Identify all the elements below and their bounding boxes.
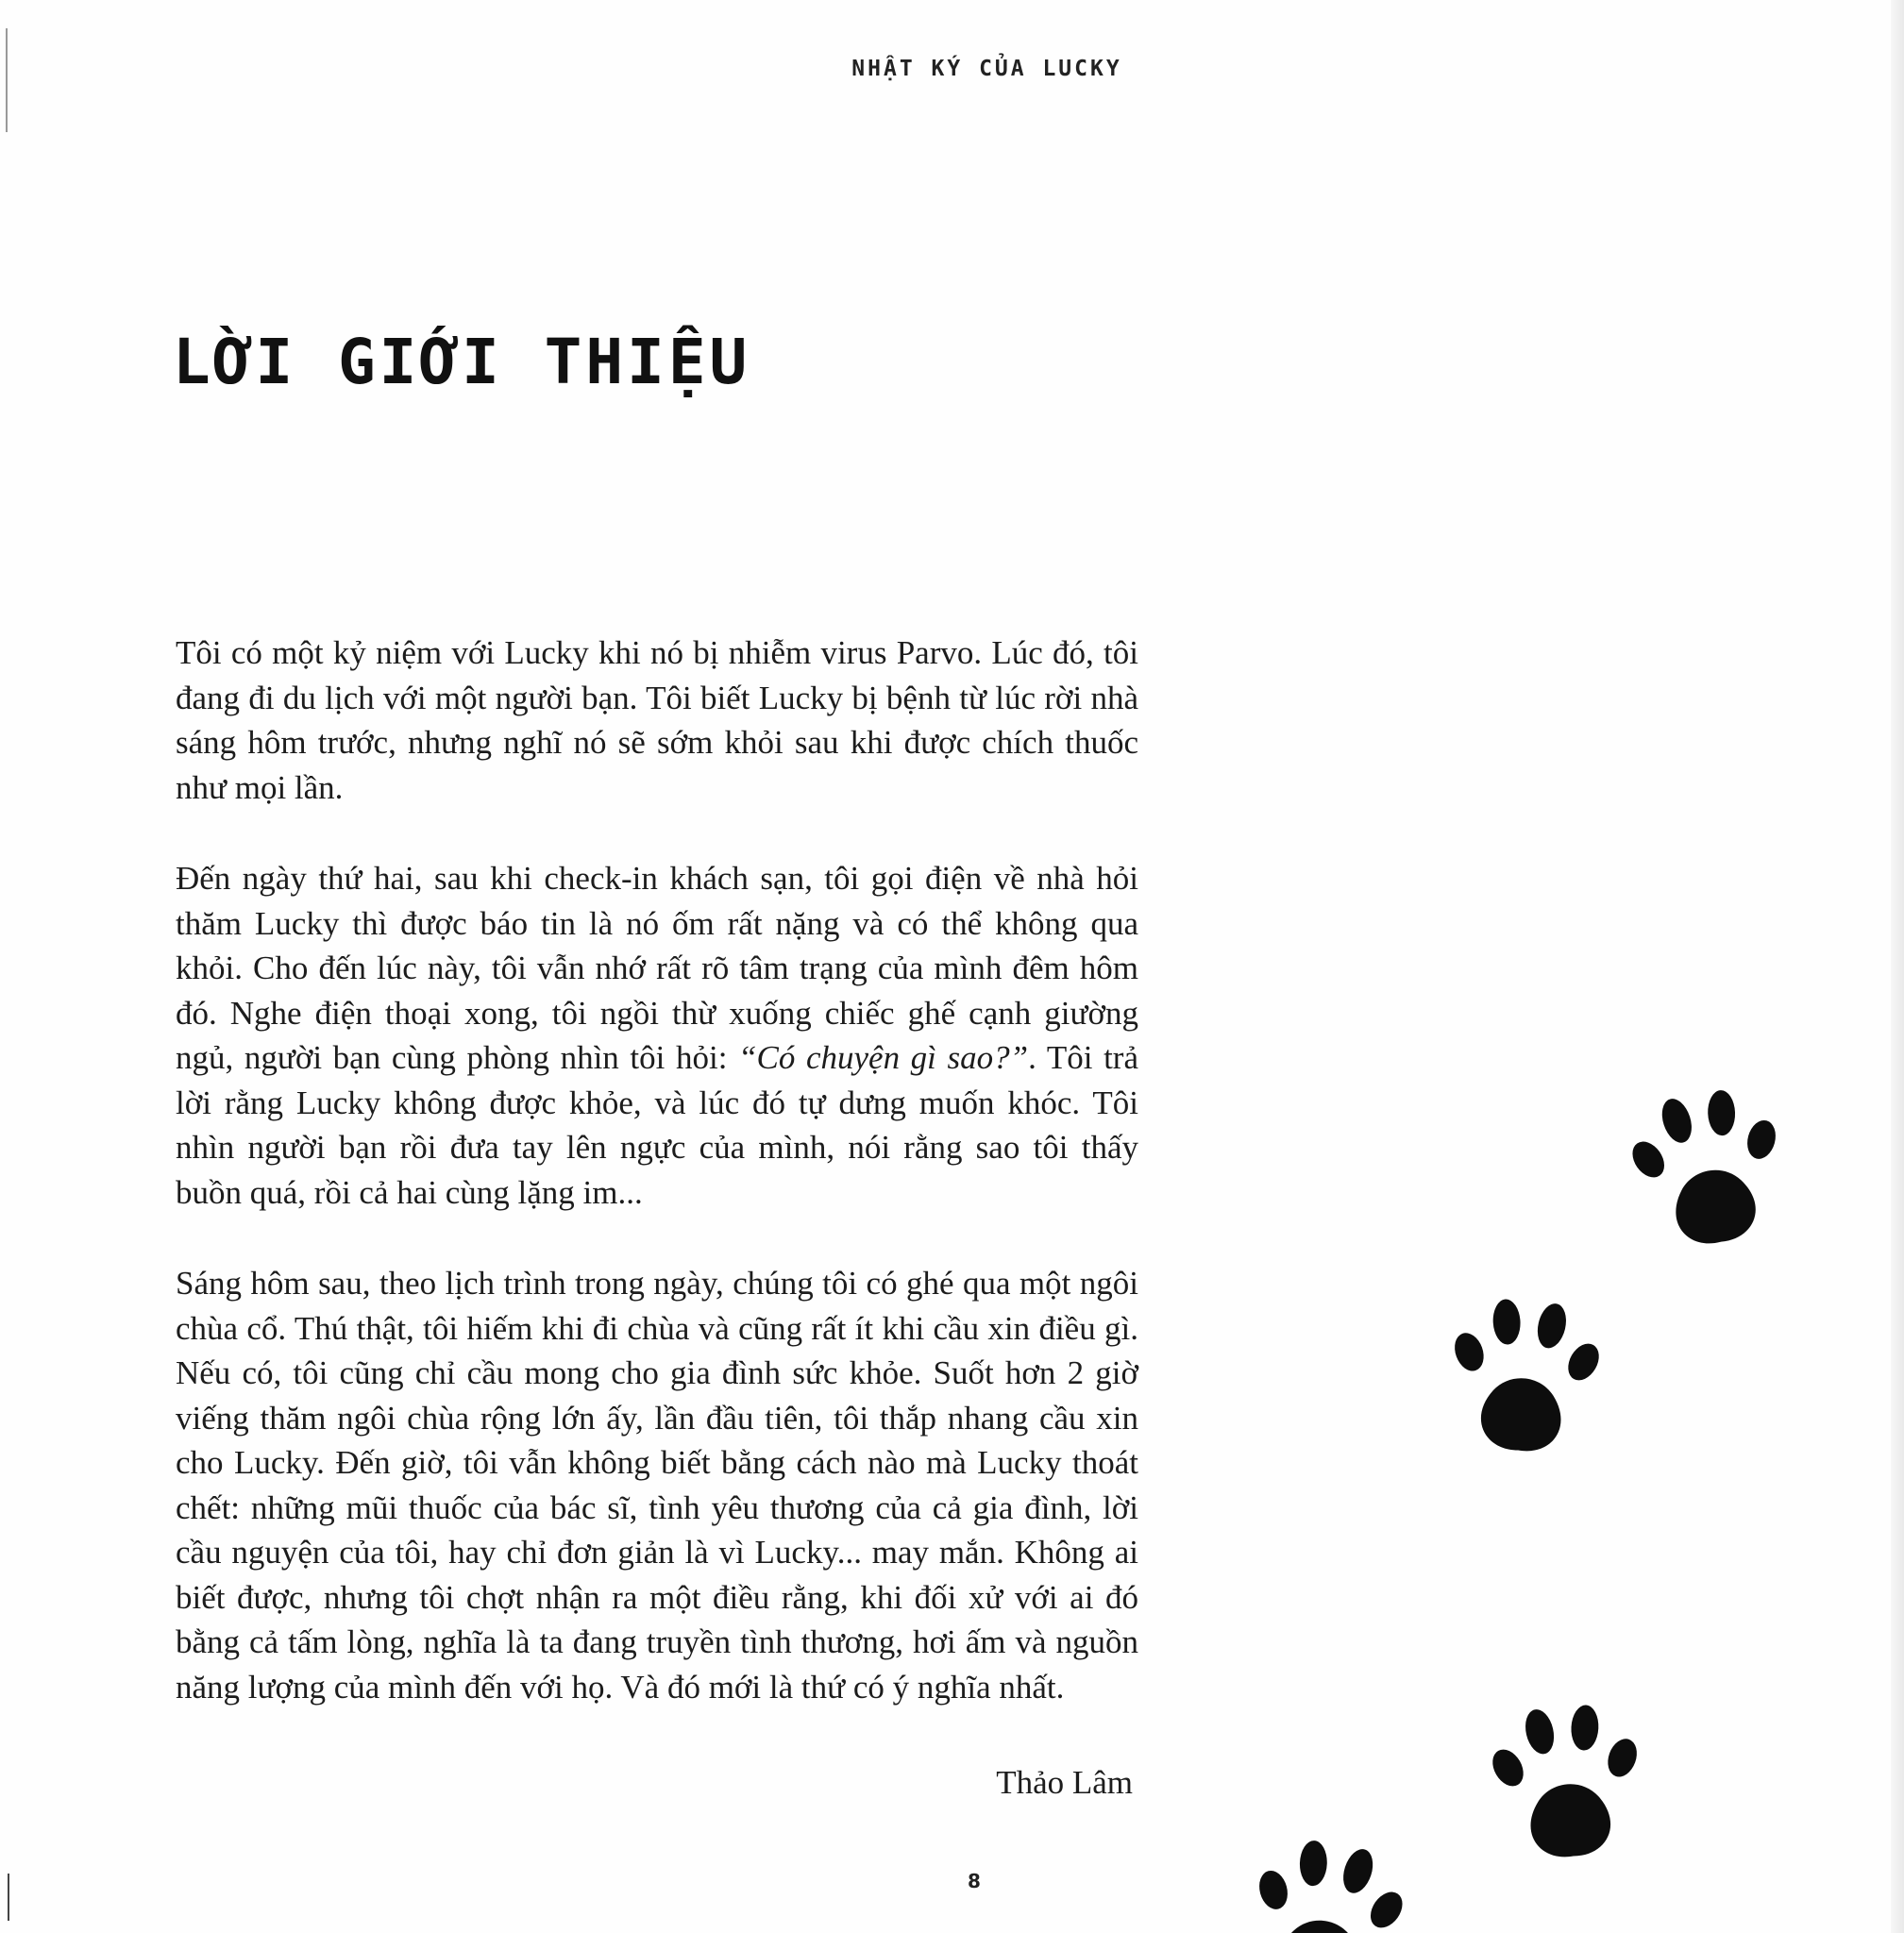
dialogue-quote: “Có chuyện gì sao?” bbox=[738, 1039, 1029, 1076]
paw-print-icon bbox=[1237, 1830, 1417, 1933]
paw-print-icon bbox=[1618, 1080, 1798, 1256]
page-number: 8 bbox=[968, 1870, 981, 1892]
paragraph-text: . Tôi trả lời rằng Lucky không được khỏe, và lúc đó tự dưng muốn khóc. Tôi nhìn người bạn rồi đưa tay lên ngực của mình, nói rằng sao tôi thấy buồn quá, rồi cả hai cùng lặng im... bbox=[176, 1039, 1138, 1211]
paragraph: Tôi có một kỷ niệm với Lucky khi nó bị nhiễm virus Parvo. Lúc đó, tôi đang đi du lịch với một người bạn. Tôi biết Lucky bị bệnh từ lúc rời nhà sáng hôm trước, nhưng nghĩ nó sẽ sớm khỏi sau khi được chích thuốc như mọi lần. bbox=[176, 634, 1138, 806]
paw-print-icon bbox=[1441, 1293, 1609, 1457]
paragraph: Sáng hôm sau, theo lịch trình trong ngày, chúng tôi có ghé qua một ngôi chùa cổ. Thú thật, tôi hiếm khi đi chùa và cũng rất ít khi cầu xin điều gì. Nếu có, tôi cũng chỉ cầu mong cho gia đình sức khỏe. Suốt hơn 2 giờ viếng thăm ngôi chùa rộng lớn ấy, lần đầu tiên, tôi thắp nhang cầu xin cho Lucky. Đến giờ, tôi vẫn không biết bằng cách nào mà Lucky thoát chết: những mũi thuốc của bác sĩ, tình yêu thương của cả gia đình, lời cầu nguyện của tôi, hay chỉ đơn giản là vì Lucky... may mắn. Không ai biết được, nhưng tôi chợt nhận ra một điều rằng, khi đối xử với ai đó bằng cả tấm lòng, nghĩa là ta đang truyền tình thương, hơi ấm và nguồn năng lượng của mình đến với họ. Và đó mới là thứ có ý nghĩa nhất. bbox=[176, 1265, 1138, 1706]
running-header: NHẬT KÝ CỦA LUCKY bbox=[851, 57, 1122, 81]
paragraph-text: Đến ngày thứ hai, sau khi check-in khách sạn, tôi gọi điện về nhà hỏi thăm Lucky thì được báo tin là nó ốm rất nặng và có thể không qua khỏi. Cho đến lúc này, tôi vẫn nhớ rất rõ tâm trạng của mình đêm hôm đó. Nghe điện thoại xong, tôi ngồi thừ xuống chiếc ghế cạnh giường ngủ, người bạn cùng phòng nhìn tôi hỏi: bbox=[176, 860, 1138, 1076]
chapter-title: LỜI GIỚI THIỆU bbox=[173, 326, 751, 398]
author-signature: Thảo Lâm bbox=[996, 1764, 1133, 1801]
paw-print-icon bbox=[1482, 1699, 1651, 1863]
